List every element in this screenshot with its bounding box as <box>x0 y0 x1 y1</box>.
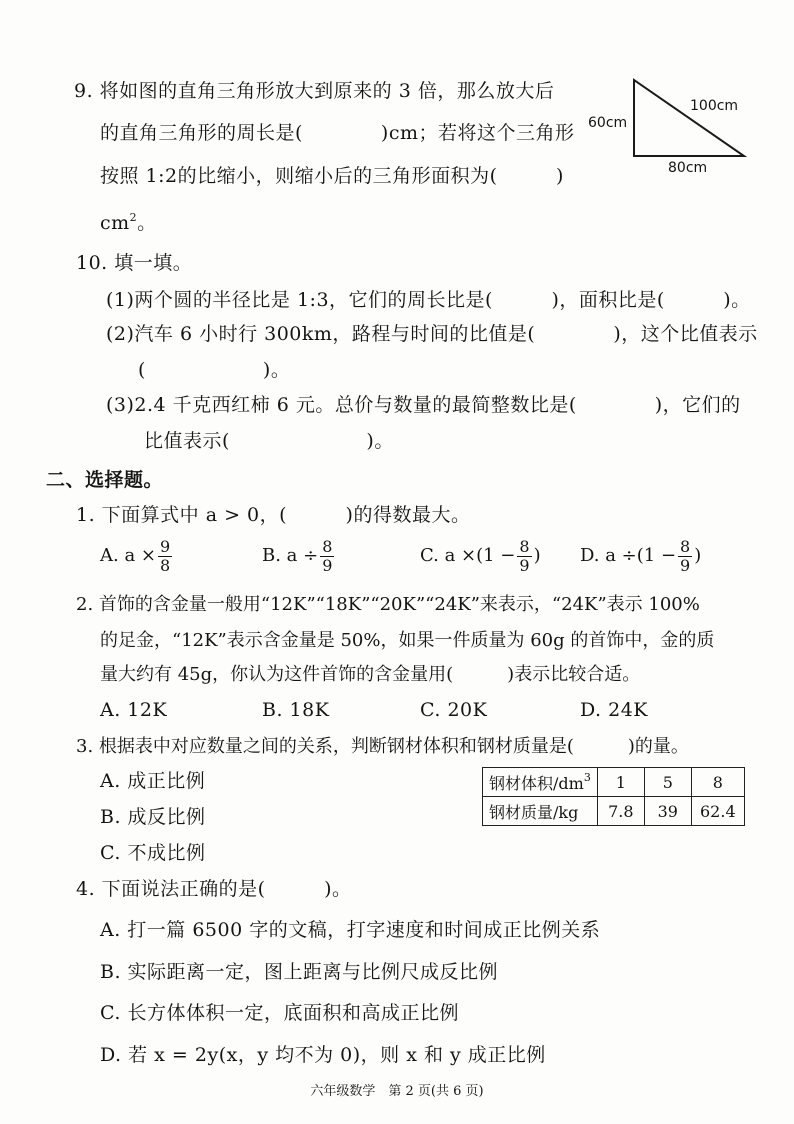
c1-option-d <box>580 536 701 576</box>
c1-a-den: 8 <box>159 555 171 575</box>
q9-unit: cm <box>100 212 130 234</box>
c4-option-a: A. 打一篇 6500 字的文稿，打字速度和时间成正比例关系 <box>100 919 601 941</box>
q9-line-2: 的直角三角形的周长是( )cm；若将这个三角形 <box>100 122 575 144</box>
c1-b-num: 8 <box>322 536 333 556</box>
c1-c-post: ) <box>533 545 541 566</box>
c2-line-1: 2. 首饰的含金量一般用“12K”“18K”“20K”“24K”来表示，“24K”表示 100% <box>76 594 700 615</box>
c1-c-num: 8 <box>519 536 530 556</box>
c1-d-num: 8 <box>680 536 691 556</box>
q10-part-3-line-1: (3)2.4 千克西红柿 6 元。总价与数量的最简整数比是( )，它们的 <box>106 394 741 416</box>
c3-option-c: C. 不成比例 <box>100 842 206 864</box>
table-cell: 8 <box>691 768 744 797</box>
table-cell: 62.4 <box>691 797 744 826</box>
triangle-side-bottom-label: 80cm <box>668 160 708 176</box>
c1-option-c <box>420 536 541 576</box>
c1-d-fraction <box>678 538 692 575</box>
c3-option-b: B. 成反比例 <box>100 806 206 828</box>
c3-option-a: A. 成正比例 <box>100 770 206 792</box>
steel-data-table <box>482 767 745 826</box>
q10-part-1: (1)两个圆的半径比是 1:3，它们的周长比是( )，面积比是( )。 <box>106 289 751 311</box>
table-cell: 1 <box>597 768 644 797</box>
right-triangle-figure <box>588 70 758 180</box>
c2-option-b: B. 18K <box>262 699 330 721</box>
c2-option-d: D. 24K <box>580 699 649 721</box>
volume-header-text: 钢材体积/dm <box>489 773 584 793</box>
volume-header-sup: 3 <box>583 770 591 784</box>
c2-option-a: A. 12K <box>100 699 168 721</box>
c1-c-fraction <box>517 538 531 575</box>
q9-line-1: 9. 将如图的直角三角形放大到原来的 3 倍，那么放大后 <box>74 80 555 102</box>
c4-option-d: D. 若 x = 2y(x，y 均不为 0)，则 x 和 y 成正比例 <box>100 1044 546 1066</box>
q9-unit-sup: 2 <box>129 211 138 224</box>
c1-b-fraction <box>320 538 334 575</box>
c2-line-3: 量大约有 45g，你认为这件首饰的含金量用( )表示比较合适。 <box>100 664 641 685</box>
c2-option-c: C. 20K <box>420 699 488 721</box>
c4-option-b: B. 实际距离一定，图上距离与比例尺成反比例 <box>100 961 499 983</box>
table-header-volume <box>483 768 598 797</box>
table-cell: 39 <box>644 797 691 826</box>
table-row <box>483 768 745 797</box>
c4-option-c: C. 长方体体积一定，底面积和高成正比例 <box>100 1002 459 1024</box>
c1-c-den: 9 <box>519 555 530 575</box>
c1-d-pre: D. a ÷(1 − <box>580 545 677 566</box>
q9-end: 。 <box>137 212 157 234</box>
c2-line-2: 的足金，“12K”表示含金量是 50%，如果一件质量为 60g 的首饰中，金的质 <box>100 630 715 651</box>
section-2-title: 二、选择题。 <box>46 469 164 491</box>
c4-stem: 4. 下面说法正确的是( )。 <box>76 878 352 900</box>
c1-option-b <box>262 536 336 576</box>
triangle-side-left-label: 60cm <box>588 115 628 131</box>
triangle-hypotenuse-label: 100cm <box>690 98 739 114</box>
c1-option-a <box>100 536 174 576</box>
c1-d-post: ) <box>694 545 702 566</box>
q9-line-4 <box>100 205 157 236</box>
page-footer: 六年级数学 第 2 页(共 6 页) <box>310 1084 484 1099</box>
c1-c-pre: C. a ×(1 − <box>420 545 516 566</box>
q10-title: 10. 填一填。 <box>76 252 193 274</box>
table-cell: 5 <box>644 768 691 797</box>
q10-part-2-line-2: ( )。 <box>138 359 291 381</box>
q10-part-2-line-1: (2)汽车 6 小时行 300km，路程与时间的比值是( )，这个比值表示 <box>106 323 758 345</box>
right-triangle-shape <box>634 80 744 156</box>
q9-line-3: 按照 1:2的比缩小，则缩小后的三角形面积为( ) <box>100 165 564 187</box>
c1-a-num: 9 <box>159 536 171 556</box>
c1-stem: 1. 下面算式中 a > 0，( )的得数最大。 <box>76 504 471 526</box>
table-header-mass: 钢材质量/kg <box>483 797 598 826</box>
table-cell: 7.8 <box>597 797 644 826</box>
c1-b-pre: B. a ÷ <box>262 545 319 566</box>
c1-b-den: 9 <box>322 555 333 575</box>
c3-stem: 3. 根据表中对应数量之间的关系，判断钢材体积和钢材质量是( )的量。 <box>76 736 689 757</box>
table-row <box>483 797 745 826</box>
c1-a-fraction <box>158 538 172 575</box>
c1-a-pre: A. a × <box>100 545 156 566</box>
c1-d-den: 9 <box>680 555 691 575</box>
q10-part-3-line-2: 比值表示( )。 <box>144 430 394 452</box>
